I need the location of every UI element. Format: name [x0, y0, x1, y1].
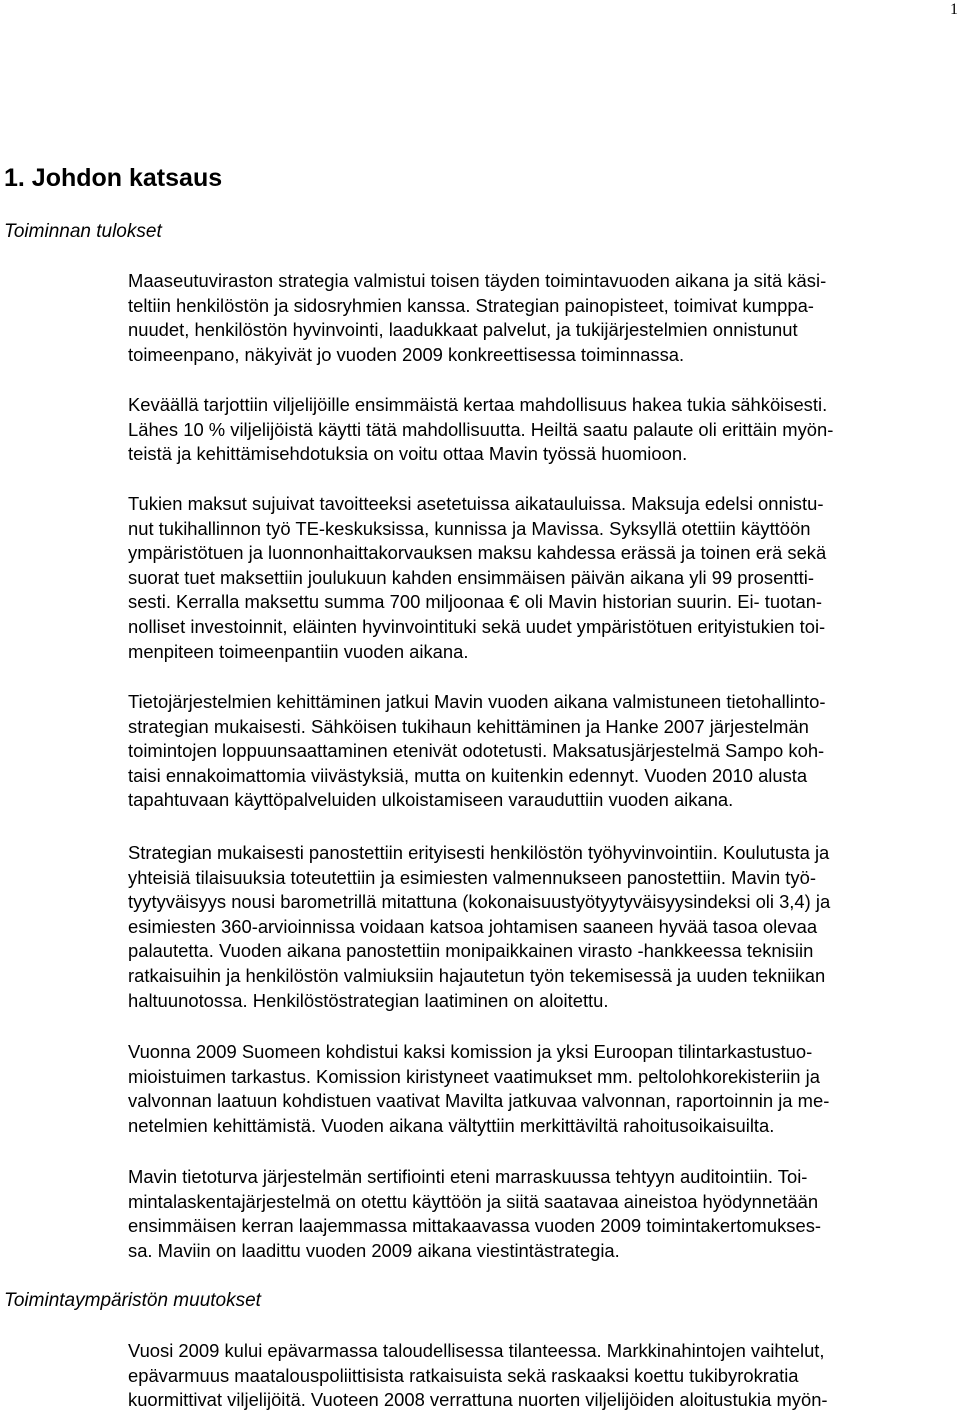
paragraph-personnel-wellbeing	[128, 841, 830, 1013]
text-line: sesti. Kerralla maksettu summa 700 miljoonaa € oli Mavin historian suurin. Ei- tuotan-	[128, 591, 823, 613]
text-line: menpiteen toimeenpantiin vuoden aikana.	[128, 640, 469, 662]
paragraph-strategy	[128, 269, 826, 367]
text-line: kuormittivat viljelijöitä. Vuoteen 2008 verrattuna nuorten viljelijöiden aloitustukia myön-	[128, 1389, 828, 1411]
text-line: Tietojärjestelmien kehittäminen jatkui Mavin vuoden aikana valmistuneen tietohallinto-	[128, 691, 826, 712]
text-line: valvonnan laatuun kohdistuen vaativat Mavilta jatkuvaa valvonnan, raportoinnin ja me-	[128, 1090, 830, 1112]
text-line: Strategian mukaisesti panostettiin erityisesti henkilöstön työhyvinvointiin. Koulutusta ja	[128, 842, 830, 863]
text-line: teistä ja kehittämisehdotuksia on voitu ottaa Mavin työssä huomioon.	[128, 443, 688, 465]
text-line: haltuunotossa. Henkilöstöstrategian laatiminen on aloitettu.	[128, 989, 609, 1011]
text-line: palautetta. Vuoden aikana panostettiin monipaikkainen virasto -hankkeessa teknisiin	[128, 940, 814, 962]
text-line: strategian mukaisesti. Sähköisen tukihaun kehittäminen ja Hanke 2007 järjestelmän	[128, 715, 809, 737]
text-line: tyytyväisyys nousi barometrillä mitattuna (kokonaisuustyötyytyväisyysindeksi oli 3,4) ja	[128, 891, 831, 913]
text-line: Tukien maksut sujuivat tavoitteeksi asetetuissa aikatauluissa. Maksuja edelsi onnistu-	[128, 493, 824, 514]
text-line: ratkaisuihin ja henkilöstön valmiuksiin hajautetun työn tekemisessä ja uuden tekniikan	[128, 964, 826, 986]
text-line: netelmien kehittämistä. Vuoden aikana vältyttiin merkittäviltä rahoitusoikaisuilta.	[128, 1114, 775, 1136]
text-line: Maaseutuviraston strategia valmistui toisen täyden toimintavuoden aikana ja sitä käsi-	[128, 270, 827, 291]
text-line: sa. Maviin on laadittu vuoden 2009 aikana viestintästrategia.	[128, 1239, 620, 1261]
section-title-toiminnan-tulokset: Toiminnan tulokset	[4, 221, 162, 242]
text-line: ensimmäisen kerran laajemmassa mittakaavassa vuoden 2009 toimintakertomukses-	[128, 1215, 822, 1237]
text-line: Vuonna 2009 Suomeen kohdistui kaksi komission ja yksi Euroopan tilintarkastustuo-	[128, 1041, 813, 1062]
text-line: teltiin henkilöstön ja sidosryhmien kanssa. Strategian painopisteet, toimivat kumppa-	[128, 294, 814, 316]
paragraph-audits	[128, 1040, 829, 1138]
text-line: taisi ennakoimattomia viivästyksiä, mutta on kuitenkin edennyt. Vuoden 2010 alusta	[128, 764, 808, 786]
text-line: Keväällä tarjottiin viljelijöille ensimmäistä kertaa mahdollisuus hakea tukia sähköisesti.	[128, 394, 828, 415]
text-line: Mavin tietoturva järjestelmän sertifiointi eteni marraskuussa tehtyyn auditointiin. Toi-	[128, 1166, 808, 1187]
text-line: nolliset investoinnit, eläinten hyvinvointituki sekä uudet ympäristötuen erityistukien toi-	[128, 615, 826, 637]
text-line: nuudet, henkilöstön hyvinvointi, laadukkaat palvelut, ja tukijärjestelmien onnistunut	[128, 319, 798, 341]
text-line: esimiesten 360-arvioinnissa voidaan katsoa johtamisen saaneen hyvää tasoa olevaa	[128, 915, 818, 937]
paragraph-information-systems	[128, 690, 826, 813]
text-line: ympäristötuen ja luonnonhaittakorvauksen maksu kahdessa erässä ja toinen erä sekä	[128, 542, 827, 564]
text-line: toimeenpano, näkyivät jo vuoden 2009 konkreettisessa toiminnassa.	[128, 343, 685, 365]
text-line: yhteisiä tilaisuuksia toteutettiin ja esimiesten valmennukseen panostettiin. Mavin työ-	[128, 866, 816, 888]
text-line: mintalaskentajärjestelmä on otettu käyttöön ja siitä saatavaa aineistoa hyödynnetään	[128, 1190, 819, 1212]
paragraph-information-security	[128, 1165, 821, 1263]
page-number: 1	[950, 1, 958, 18]
paragraph-electronic-application	[128, 393, 833, 467]
text-line: tapahtuvaan käyttöpalveluiden ulkoistamiseen varauduttiin vuoden aikana.	[128, 789, 734, 811]
section-title-toimintaympariston-muutokset: Toimintaympäristön muutokset	[4, 1290, 261, 1311]
page-title: 1. Johdon katsaus	[4, 164, 223, 192]
text-line: toimintojen loppuunsaattaminen etenivät odotetusti. Maksatusjärjestelmä Sampo koh-	[128, 740, 825, 762]
paragraph-payments	[128, 492, 826, 664]
text-line: Vuosi 2009 kului epävarmassa taloudellisessa tilanteessa. Markkinahintojen vaihtelut,	[128, 1340, 825, 1361]
text-line: Lähes 10 % viljelijöistä käytti tätä mahdollisuutta. Heiltä saatu palaute oli erittäin myön-	[128, 418, 834, 440]
text-line: nut tukihallinnon työ TE-keskuksissa, kunnissa ja Mavissa. Syksyllä otettiin käyttöön	[128, 517, 811, 539]
paragraph-operating-environment	[128, 1339, 828, 1413]
text-line: epävarmuus maatalouspoliittisista ratkaisuista sekä raskaaksi koettu tukibyrokratia	[128, 1364, 799, 1386]
text-line: mioistuimen tarkastus. Komission kiristyneet vaatimukset mm. peltolohkorekisteriin ja	[128, 1065, 820, 1087]
text-line: suorat tuet maksettiin joulukuun kahden ensimmäisen päivän aikana yli 99 prosentti-	[128, 566, 814, 588]
